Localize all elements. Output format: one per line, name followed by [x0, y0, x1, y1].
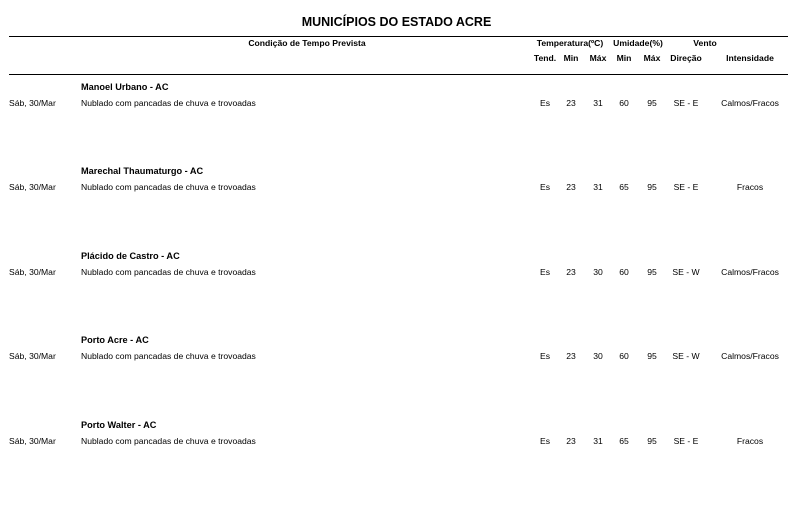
temp-max: 30 — [593, 351, 603, 361]
temp-max: 31 — [593, 182, 603, 192]
wind-direction: SE - E — [673, 182, 699, 192]
header-hum-max: Máx — [643, 53, 661, 63]
forecast-condition: Nublado com pancadas de chuva e trovoadas — [81, 351, 256, 361]
temp-min: 23 — [566, 351, 576, 361]
page-title: MUNICÍPIOS DO ESTADO ACRE — [301, 15, 492, 29]
wind-direction: SE - E — [673, 98, 699, 108]
humidity-max: 95 — [647, 182, 657, 192]
forecast-condition: Nublado com pancadas de chuva e trovoadas — [81, 98, 256, 108]
header-humidity: Umidade(%) — [613, 38, 663, 48]
city-name: Marechal Thaumaturgo - AC — [81, 166, 204, 176]
humidity-max: 95 — [647, 98, 657, 108]
temp-min: 23 — [566, 436, 576, 446]
wind-intensity: Calmos/Fracos — [721, 351, 779, 361]
temp-max: 30 — [593, 267, 603, 277]
forecast-row — [0, 335, 793, 375]
temp-tendency: Es — [539, 351, 551, 361]
header-temperature: Temperatura(ºC) — [536, 38, 604, 48]
forecast-condition: Nublado com pancadas de chuva e trovoadas — [81, 267, 256, 277]
header-temp-min: Min — [563, 53, 579, 63]
forecast-date: Sáb, 30/Mar — [9, 351, 56, 361]
header-condition: Condição de Tempo Prevista — [248, 38, 366, 48]
city-name: Manoel Urbano - AC — [81, 82, 169, 92]
humidity-min: 60 — [619, 98, 629, 108]
wind-direction: SE - E — [673, 436, 699, 446]
temp-min: 23 — [566, 267, 576, 277]
wind-intensity: Calmos/Fracos — [721, 98, 779, 108]
temp-max: 31 — [593, 436, 603, 446]
forecast-date: Sáb, 30/Mar — [9, 182, 56, 192]
forecast-row — [0, 82, 793, 122]
wind-intensity: Fracos — [736, 182, 764, 192]
wind-intensity: Fracos — [736, 436, 764, 446]
temp-max: 31 — [593, 98, 603, 108]
humidity-min: 65 — [619, 182, 629, 192]
header-intensity: Intensidade — [726, 53, 774, 63]
city-name: Porto Walter - AC — [81, 420, 157, 430]
city-name: Plácido de Castro - AC — [81, 251, 180, 261]
header-bottom-divider — [9, 74, 788, 75]
forecast-condition: Nublado com pancadas de chuva e trovoadas — [81, 182, 256, 192]
header-direction: Direção — [670, 53, 702, 63]
humidity-min: 60 — [619, 351, 629, 361]
city-name: Porto Acre - AC — [81, 335, 149, 345]
header-top-divider — [9, 36, 788, 37]
forecast-date: Sáb, 30/Mar — [9, 98, 56, 108]
humidity-min: 65 — [619, 436, 629, 446]
temp-min: 23 — [566, 98, 576, 108]
forecast-row — [0, 166, 793, 206]
header-hum-min: Min — [616, 53, 632, 63]
wind-intensity: Calmos/Fracos — [721, 267, 779, 277]
header-tend: Tend. — [533, 53, 557, 63]
forecast-row — [0, 420, 793, 460]
header-wind: Vento — [693, 38, 717, 48]
wind-direction: SE - W — [672, 351, 700, 361]
forecast-condition: Nublado com pancadas de chuva e trovoadas — [81, 436, 256, 446]
humidity-max: 95 — [647, 436, 657, 446]
forecast-row — [0, 251, 793, 291]
humidity-max: 95 — [647, 351, 657, 361]
temp-tendency: Es — [539, 267, 551, 277]
header-temp-max: Máx — [589, 53, 607, 63]
wind-direction: SE - W — [672, 267, 700, 277]
temp-min: 23 — [566, 182, 576, 192]
temp-tendency: Es — [539, 436, 551, 446]
forecast-date: Sáb, 30/Mar — [9, 436, 56, 446]
humidity-min: 60 — [619, 267, 629, 277]
temp-tendency: Es — [539, 182, 551, 192]
humidity-max: 95 — [647, 267, 657, 277]
forecast-date: Sáb, 30/Mar — [9, 267, 56, 277]
temp-tendency: Es — [539, 98, 551, 108]
